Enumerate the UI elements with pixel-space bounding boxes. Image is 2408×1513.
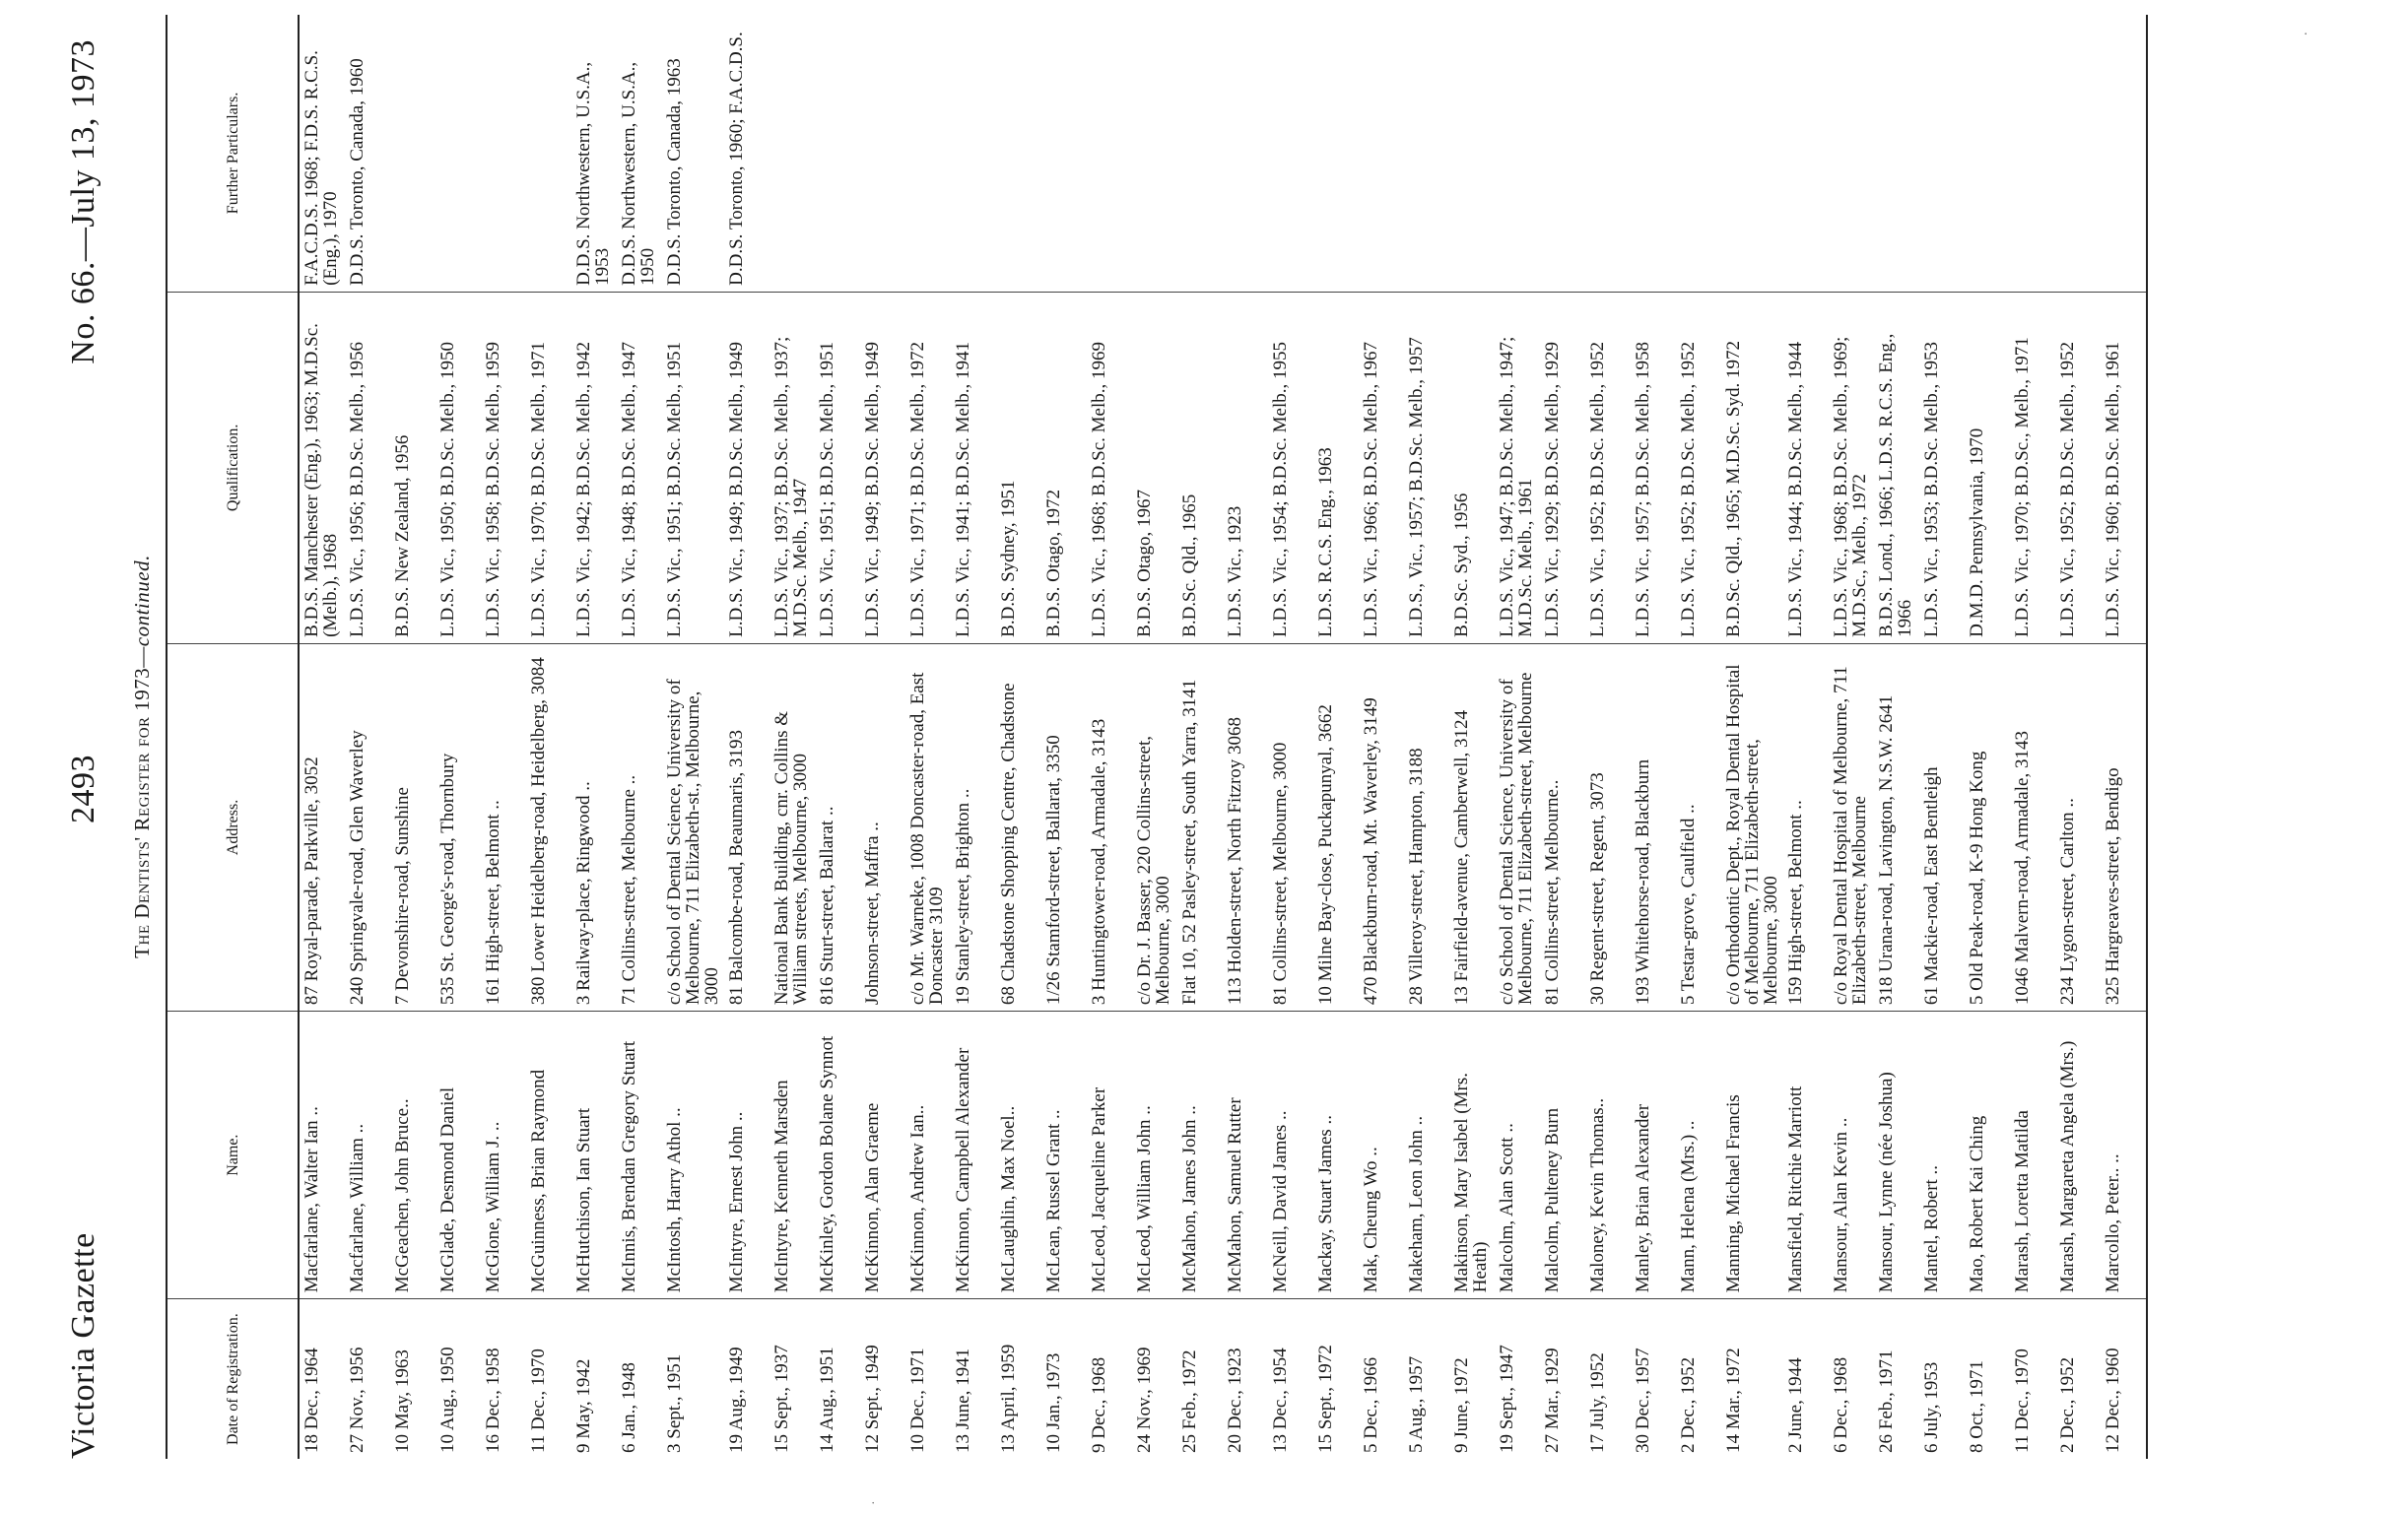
cell-date: 10 Dec., 1971 [907,1348,928,1453]
col-header-qualification: Qualification. [167,292,299,643]
cell-particulars [2055,15,2101,292]
cell-address: 1/26 Stamford-street, Ballarat, 3350 [1041,643,1087,1011]
cell-date: 18 Dec., 1964 [301,1348,322,1453]
table-row [1359,15,1404,1459]
cell-date: 3 Sept., 1951 [664,1353,685,1453]
cell-name: Mak, Cheung Wo .. [1359,1012,1404,1299]
cell-date: 13 Dec., 1954 [1270,1348,1291,1453]
cell-address: c/o Dr. J. Basser, 220 Collins-street, Melbourne, 3000 [1132,643,1177,1011]
scan-mark: . [2296,32,2310,35]
table-row [1965,15,2010,1459]
cell-address: 81 Collins-street, Melbourne, 3000 [1268,643,1313,1011]
cell-address: National Bank Building, cnr. Collins & William streets, Melbourne, 3000 [769,643,815,1011]
table-row [662,15,724,1459]
cell-name: Makinson, Mary Isabel (Mrs. Heath) [1449,1012,1495,1299]
cell-address: 240 Springvale-road, Glen Waverley [345,643,390,1011]
cell-particulars [1404,15,1449,292]
cell-date: 15 Sept., 1972 [1315,1345,1336,1453]
cell-date: 10 May, 1963 [392,1349,413,1453]
cell-qualification: L.D.S. Vic., 1941; B.D.Sc. Melb., 1941 [951,292,996,643]
cell-qualification: L.D.S. Vic., 1966; B.D.Sc. Melb., 1967 [1359,292,1404,643]
cell-qualification: L.D.S. Vic., 1968; B.D.Sc. Melb., 1969 [1087,292,1132,643]
table-header-row [167,15,299,1459]
cell-name: Manning, Michael Francis [1721,1012,1783,1299]
cell-address: 159 High-street, Belmont .. [1783,643,1829,1011]
cell-name: McKinley, Gordon Bolane Synnot [815,1012,860,1299]
cell-name: McKinnon, Andrew Ian.. [905,1012,951,1299]
cell-name: McGuinness, Brian Raymond [526,1012,571,1299]
cell-qualification: L.D.S. Vic., 1947; B.D.Sc. Melb., 1947; M.D.Sc. Melb., 1961 [1495,292,1540,643]
cell-date: 9 June, 1972 [1451,1357,1472,1453]
table-row [1721,15,1783,1459]
table-row [769,15,815,1459]
cell-name: Mantel, Robert .. [1919,1012,1965,1299]
cell-name: Mackay, Stuart James .. [1313,1012,1359,1299]
cell-name: McGeachen, John Bruce.. [390,1012,435,1299]
table-row [1313,15,1359,1459]
cell-name: Mann, Helena (Mrs.) .. [1676,1012,1721,1299]
table-row [815,15,860,1459]
cell-particulars [1132,15,1177,292]
cell-particulars [1721,15,1783,292]
cell-particulars [769,15,815,292]
cell-particulars [815,15,860,292]
cell-date: 9 Dec., 1968 [1089,1356,1109,1453]
cell-qualification: L.D.S. Vic., 1949; B.D.Sc. Melb., 1949 [860,292,905,643]
cell-qualification: L.D.S. Vic., 1950; B.D.Sc. Melb., 1950 [435,292,481,643]
cell-name: McKinnon, Campbell Alexander [951,1012,996,1299]
table-row [526,15,571,1459]
cell-qualification: L.D.S. Vic., 1942; B.D.Sc. Melb., 1942 [571,292,617,643]
table-row [1132,15,1177,1459]
cell-particulars [1087,15,1132,292]
register-title: The Dentists' Register for 1973— [130,646,154,958]
cell-date: 13 April, 1959 [998,1344,1019,1453]
table-row [617,15,662,1459]
cell-address: 7 Devonshire-road, Sunshine [390,643,435,1011]
cell-address: 87 Royal-parade, Parkville, 3052 [299,643,345,1011]
cell-name: McIntyre, Ernest John .. [724,1012,769,1299]
cell-address: 535 St. George's-road, Thornbury [435,643,481,1011]
cell-address: 13 Fairfield-avenue, Camberwell, 3124 [1449,643,1495,1011]
cell-particulars [2101,15,2147,292]
cell-particulars [390,15,435,292]
cell-address: c/o Orthodontic Dept., Royal Dental Hospital of Melbourne, 711 Elizabeth-street, Melbourne, 3000 [1721,643,1783,1011]
cell-address: 61 Mackie-road, East Bentleigh [1919,643,1965,1011]
cell-date: 2 June, 1944 [1785,1357,1806,1453]
cell-qualification: L.D.S. Vic., 1944; B.D.Sc. Melb., 1944 [1783,292,1829,643]
cell-date: 6 July, 1953 [1921,1361,1942,1453]
table-row [905,15,951,1459]
cell-qualification: B.D.Sc. Qld., 1965 [1177,292,1223,643]
cell-qualification: L.D.S. Vic., 1949; B.D.Sc. Melb., 1949 [724,292,769,643]
cell-qualification: L.D.S. Vic., 1957; B.D.Sc. Melb., 1958 [1631,292,1676,643]
cell-address: c/o Royal Dental Hospital of Melbourne, 711 Elizabeth-street, Melbourne [1829,643,1874,1011]
cell-date: 11 Dec., 1970 [528,1349,549,1453]
cell-date: 2 Dec., 1952 [1678,1356,1699,1453]
cell-date: 16 Dec., 1958 [483,1348,503,1453]
cell-qualification: L.D.S. R.C.S. Eng., 1963 [1313,292,1359,643]
cell-date: 6 Dec., 1968 [1831,1356,1851,1453]
cell-particulars [1449,15,1495,292]
table-row [299,15,345,1459]
cell-address: 470 Blackburn-road, Mt. Waverley, 3149 [1359,643,1404,1011]
cell-name: Marash, Margareta Angela (Mrs.) [2055,1012,2101,1299]
cell-particulars [526,15,571,292]
cell-address: 816 Sturt-street, Ballarat .. [815,643,860,1011]
cell-date: 14 Mar., 1972 [1723,1348,1744,1453]
table-row [1874,15,1919,1459]
cell-particulars [481,15,526,292]
cell-name: McMahon, James John .. [1177,1012,1223,1299]
table-row [1041,15,1087,1459]
cell-address: c/o School of Dental Science, University of Melbourne, 711 Elizabeth-st., Melbourne, 3000 [662,643,724,1011]
cell-date: 19 Sept., 1947 [1497,1345,1517,1453]
cell-address: 380 Lower Heidelberg-road, Heidelberg, 3084 [526,643,571,1011]
table-row [1268,15,1313,1459]
register-body [299,15,2147,1459]
cell-address: 30 Regent-street, Regent, 3073 [1585,643,1631,1011]
cell-address: Flat 10, 52 Pasley-street, South Yarra, 3141 [1177,643,1223,1011]
table-row [724,15,769,1459]
cell-name: Makeham, Leon John .. [1404,1012,1449,1299]
cell-address: 81 Balcombe-road, Beaumaris, 3193 [724,643,769,1011]
cell-particulars [1874,15,1919,292]
cell-particulars [1177,15,1223,292]
cell-qualification: L.D.S. Vic., 1951; B.D.Sc. Melb., 1951 [662,292,724,643]
cell-particulars: F.A.C.D.S. 1968; F.D.S. R.C.S. (Eng.), 1970 [299,15,345,292]
cell-address: 1046 Malvern-road, Armadale, 3143 [2010,643,2055,1011]
table-row [1495,15,1540,1459]
table-row [1783,15,1829,1459]
cell-particulars: D.D.S. Northwestern, U.S.A., 1953 [571,15,617,292]
cell-date: 5 Aug., 1957 [1406,1355,1427,1453]
gazette-title: Victoria Gazette [65,1232,101,1459]
table-row [2101,15,2147,1459]
cell-qualification: L.D.S. Vic., 1952; B.D.Sc. Melb., 1952 [2055,292,2101,643]
cell-particulars [1631,15,1676,292]
cell-address: 10 Milne Bay-close, Puckapunyal, 3662 [1313,643,1359,1011]
cell-address: 5 Testar-grove, Caulfield .. [1676,643,1721,1011]
cell-address: 71 Collins-street, Melbourne .. [617,643,662,1011]
cell-name: Mansfield, Ritchie Marriott [1783,1012,1829,1299]
cell-qualification: B.D.Sc. Syd., 1956 [1449,292,1495,643]
cell-qualification: B.D.S. Lond., 1966; L.D.S. R.C.S. Eng., 1966 [1874,292,1919,643]
cell-qualification: L.D.S., Vic., 1957; B.D.Sc. Melb., 1957 [1404,292,1449,643]
cell-date: 20 Dec., 1923 [1225,1348,1245,1453]
cell-address: 68 Chadstone Shopping Centre, Chadstone [996,643,1041,1011]
cell-date: 15 Sept., 1937 [771,1345,792,1453]
cell-name: Mansour, Alan Kevin .. [1829,1012,1874,1299]
table-row [2055,15,2101,1459]
table-row [951,15,996,1459]
cell-address: 3 Huntingtower-road, Armadale, 3143 [1087,643,1132,1011]
cell-particulars [2010,15,2055,292]
table-row [345,15,390,1459]
cell-particulars [1041,15,1087,292]
cell-address: 28 Villeroy-street, Hampton, 3188 [1404,643,1449,1011]
table-row [1404,15,1449,1459]
register-table [166,15,2148,1459]
cell-qualification: B.D.S. Otago, 1967 [1132,292,1177,643]
cell-name: McLeod, William John .. [1132,1012,1177,1299]
cell-particulars [951,15,996,292]
cell-date: 10 Jan., 1973 [1043,1352,1064,1453]
cell-qualification: L.D.S. Vic., 1953; B.D.Sc. Melb., 1953 [1919,292,1965,643]
cell-name: Mansour, Lynne (née Joshua) [1874,1012,1919,1299]
cell-date: 12 Sept., 1949 [862,1345,883,1453]
cell-name: Macfarlane, Walter Ian .. [299,1012,345,1299]
cell-particulars [1965,15,2010,292]
scan-mark: · [867,1500,882,1505]
cell-qualification: L.D.S. Vic., 1954; B.D.Sc. Melb., 1955 [1268,292,1313,643]
table-row [1919,15,1965,1459]
cell-particulars: D.D.S. Northwestern, U.S.A., 1950 [617,15,662,292]
cell-particulars [1676,15,1721,292]
cell-particulars [1268,15,1313,292]
cell-particulars [1783,15,1829,292]
cell-qualification: B.D.S. Manchester (Eng.), 1963; M.D.Sc. (Melb.), 1968 [299,292,345,643]
cell-name: Macfarlane, William .. [345,1012,390,1299]
cell-qualification: L.D.S. Vic., 1948; B.D.Sc. Melb., 1947 [617,292,662,643]
cell-address: 113 Holden-street, North Fitzroy 3068 [1223,643,1268,1011]
table-row [860,15,905,1459]
cell-address: 318 Urana-road, Lavington, N.S.W. 2641 [1874,643,1919,1011]
cell-name: Mao, Robert Kai Ching [1965,1012,2010,1299]
cell-particulars [435,15,481,292]
cell-name: McNeill, David James .. [1268,1012,1313,1299]
cell-date: 14 Aug., 1951 [817,1347,837,1453]
table-row [1676,15,1721,1459]
cell-particulars [1495,15,1540,292]
cell-qualification: L.D.S. Vic., 1956; B.D.Sc. Melb., 1956 [345,292,390,643]
cell-date: 17 July, 1952 [1587,1352,1608,1453]
cell-qualification: L.D.S. Vic., 1970; B.D.Sc. Melb., 1971 [526,292,571,643]
cell-address: Johnson-street, Maffra .. [860,643,905,1011]
table-row [1087,15,1132,1459]
cell-name: McGlone, William J. .. [481,1012,526,1299]
table-row [1449,15,1495,1459]
cell-particulars [1829,15,1874,292]
cell-name: McIntosh, Harry Athol .. [662,1012,724,1299]
table-row [996,15,1041,1459]
register-heading [130,0,155,1513]
cell-address: 3 Railway-place, Ringwood .. [571,643,617,1011]
cell-name: Marcollo, Peter.. .. [2101,1012,2147,1299]
cell-particulars: D.D.S. Toronto, Canada, 1963 [662,15,724,292]
cell-date: 11 Dec., 1970 [2012,1349,2033,1453]
cell-qualification: L.D.S. Vic., 1968; B.D.Sc. Melb., 1969; M.D.Sc., Melb., 1972 [1829,292,1874,643]
page-number: 2493 [65,755,101,823]
cell-qualification: L.D.S. Vic., 1937; B.D.Sc. Melb., 1937; M.D.Sc. Melb., 1947 [769,292,815,643]
table-row [481,15,526,1459]
cell-date: 27 Mar., 1929 [1542,1348,1563,1453]
cell-name: McMahon, Samuel Rutter [1223,1012,1268,1299]
cell-date: 26 Feb., 1971 [1876,1349,1897,1453]
cell-qualification: L.D.S. Vic., 1971; B.D.Sc. Melb., 1972 [905,292,951,643]
cell-date: 19 Aug., 1949 [726,1347,747,1453]
cell-name: McHutchison, Ian Stuart [571,1012,617,1299]
cell-name: Maloney, Kevin Thomas.. [1585,1012,1631,1299]
cell-name: McInnis, Brendan Gregory Stuart [617,1012,662,1299]
table-row [1177,15,1223,1459]
cell-particulars [1313,15,1359,292]
cell-address: 325 Hargreaves-street, Bendigo [2101,643,2147,1011]
table-row [2010,15,2055,1459]
cell-qualification: L.D.S. Vic., 1960; B.D.Sc. Melb., 1961 [2101,292,2147,643]
cell-name: Manley, Brian Alexander [1631,1012,1676,1299]
cell-qualification: L.D.S. Vic., 1952; B.D.Sc. Melb., 1952 [1585,292,1631,643]
cell-name: Marash, Loretta Matilda [2010,1012,2055,1299]
cell-particulars [860,15,905,292]
cell-date: 12 Dec., 1960 [2103,1348,2123,1453]
table-row [1540,15,1585,1459]
cell-name: McIntyre, Kenneth Marsden [769,1012,815,1299]
cell-qualification: L.D.S. Vic., 1958; B.D.Sc. Melb., 1959 [481,292,526,643]
cell-name: McLean, Russel Grant .. [1041,1012,1087,1299]
cell-qualification: D.M.D. Pennsylvania, 1970 [1965,292,2010,643]
cell-date: 25 Feb., 1972 [1179,1349,1200,1453]
cell-date: 6 Jan., 1948 [619,1362,639,1453]
table-row [1223,15,1268,1459]
cell-qualification: L.D.S. Vic., 1952; B.D.Sc. Melb., 1952 [1676,292,1721,643]
cell-particulars [1540,15,1585,292]
cell-date: 9 May, 1942 [573,1358,594,1453]
cell-date: 24 Nov., 1969 [1134,1347,1155,1453]
register-continued: continued. [130,555,154,647]
cell-particulars: D.D.S. Toronto, 1960; F.A.C.D.S. [724,15,769,292]
table-row [571,15,617,1459]
cell-name: Malcolm, Pulteney Burn [1540,1012,1585,1299]
cell-name: Malcolm, Alan Scott .. [1495,1012,1540,1299]
cell-qualification: L.D.S. Vic., 1929; B.D.Sc. Melb., 1929 [1540,292,1585,643]
col-header-name: Name. [167,1012,299,1299]
table-row [1631,15,1676,1459]
issue-date: No. 66.—July 13, 1973 [65,39,101,364]
cell-address: 193 Whitehorse-road, Blackburn [1631,643,1676,1011]
cell-particulars [1359,15,1404,292]
col-header-address: Address. [167,643,299,1011]
cell-particulars [905,15,951,292]
cell-particulars [996,15,1041,292]
cell-date: 5 Dec., 1966 [1361,1356,1381,1453]
cell-date: 10 Aug., 1950 [437,1347,458,1453]
cell-qualification: L.D.S. Vic., 1951; B.D.Sc. Melb., 1951 [815,292,860,643]
cell-qualification: L.D.S. Vic., 1923 [1223,292,1268,643]
table-row [435,15,481,1459]
cell-qualification: B.D.S. Otago, 1972 [1041,292,1087,643]
cell-name: McGlade, Desmond Daniel [435,1012,481,1299]
col-header-particulars: Further Particulars. [167,15,299,292]
cell-qualification: B.D.S. New Zealand, 1956 [390,292,435,643]
cell-address: 19 Stanley-street, Brighton .. [951,643,996,1011]
cell-date: 8 Oct., 1971 [1967,1360,1987,1453]
cell-name: McLeod, Jacqueline Parker [1087,1012,1132,1299]
cell-address: c/o School of Dental Science, University of Melbourne, 711 Elizabeth-street, Melbourne [1495,643,1540,1011]
cell-address: c/o Mr. Warneke, 1008 Doncaster-road, East Doncaster 3109 [905,643,951,1011]
col-header-date: Date of Registration. [167,1299,299,1459]
table-row [1585,15,1631,1459]
table-row [1829,15,1874,1459]
cell-name: McLaughlin, Max Noel.. [996,1012,1041,1299]
cell-address: 161 High-street, Belmont .. [481,643,526,1011]
cell-date: 30 Dec., 1957 [1633,1348,1653,1453]
cell-date: 27 Nov., 1956 [347,1347,368,1453]
cell-address: 81 Collins-street, Melbourne.. [1540,643,1585,1011]
cell-address: 5 Old Peak-road, K-9 Hong Kong [1965,643,2010,1011]
cell-qualification: L.D.S. Vic., 1970; B.D.Sc., Melb., 1971 [2010,292,2055,643]
cell-particulars: D.D.S. Toronto, Canada, 1960 [345,15,390,292]
cell-name: McKinnon, Alan Graeme [860,1012,905,1299]
cell-particulars [1585,15,1631,292]
table-row [390,15,435,1459]
cell-date: 13 June, 1941 [953,1348,973,1453]
cell-qualification: B.D.Sc. Qld., 1965; M.D.Sc. Syd. 1972 [1721,292,1783,643]
cell-date: 2 Dec., 1952 [2057,1356,2078,1453]
cell-particulars [1223,15,1268,292]
cell-qualification: B.D.S. Sydney, 1951 [996,292,1041,643]
cell-particulars [1919,15,1965,292]
cell-address: 234 Lygon-street, Carlton .. [2055,643,2101,1011]
